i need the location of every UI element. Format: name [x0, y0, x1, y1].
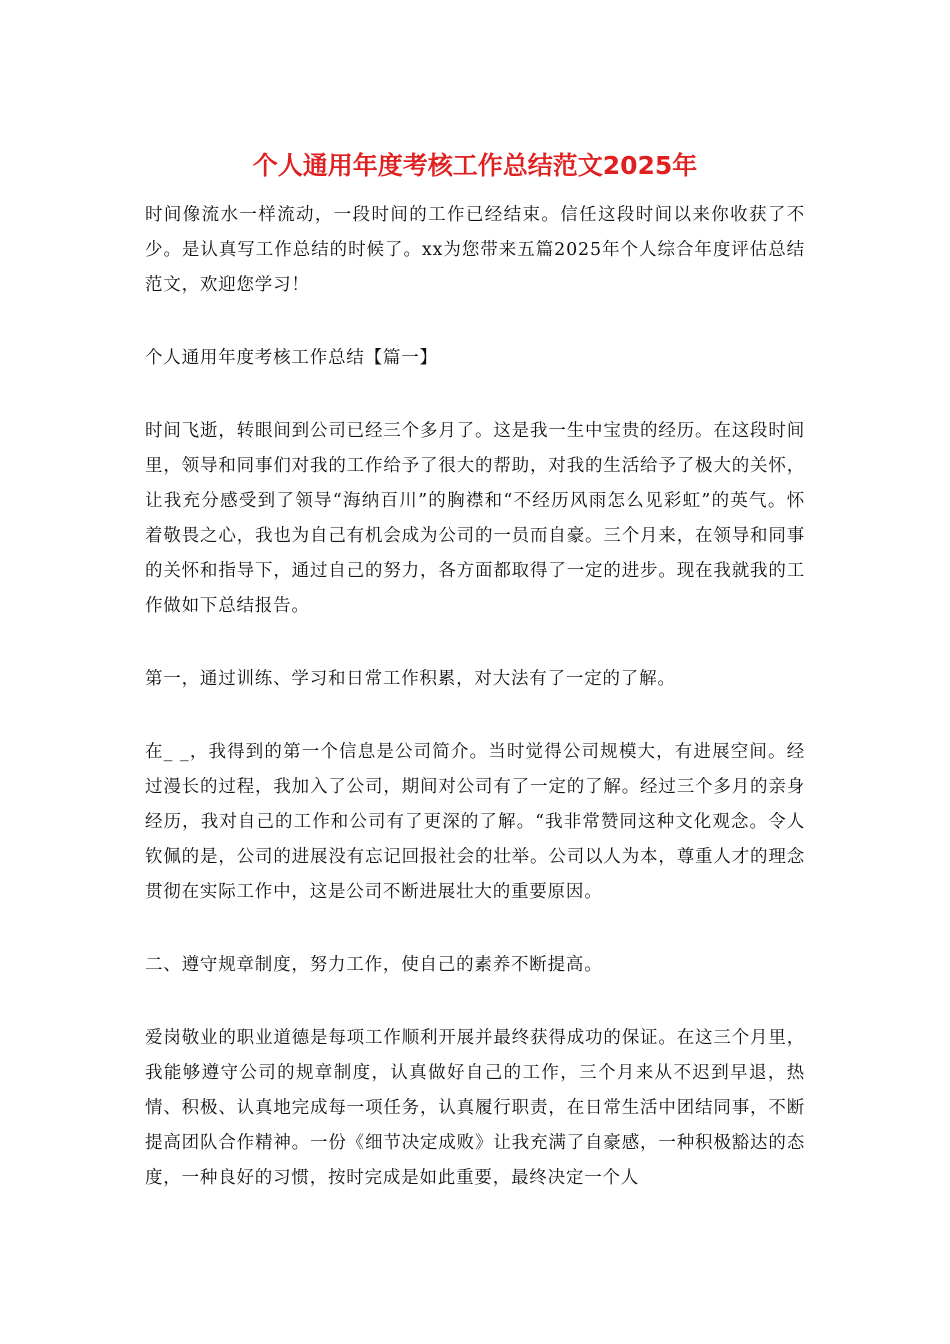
point-one-heading: 第一，通过训练、学习和日常工作积累，对大法有了一定的了解。: [145, 669, 676, 689]
intro-paragraph: 时间像流水一样流动，一段时间的工作已经结束。信任这段时间以来你收获了不少。是认真写工作总结的时候了。xx为您带来五篇2025年个人综合年度评估总结范文，欢迎您学习！: [145, 205, 805, 295]
body-paragraph: 在_ _，我得到的第一个信息是公司简介。当时觉得公司规模大，有进展空间。经过漫长的过程，我加入了公司，期间对公司有了一定的了解。经过三个多月的亲身经历，我对自己的工作和公司有了更深的了解。“我非常赞同这种文化观念。令人钦佩的是，公司的进展没有忘记回报社会的壮举。公司以人为本，尊重人才的理念贯彻在实际工作中，这是公司不断进展壮大的重要原因。: [145, 742, 805, 902]
document-body: [145, 198, 805, 1234]
document-title: 个人通用年度考核工作总结范文2025年: [252, 151, 698, 180]
body-paragraph: 时间飞逝，转眼间到公司已经三个多月了。这是我一生中宝贵的经历。在这段时间里，领导和同事们对我的工作给予了很大的帮助，对我的生活给予了极大的关怀，让我充分感受到了领导“海纳百川”的胸襟和“不经历风雨怎么见彩虹”的英气。怀着敬畏之心，我也为自己有机会成为公司的一员而自豪。三个月来，在领导和同事的关怀和指导下，通过自己的努力，各方面都取得了一定的进步。现在我就我的工作做如下总结报告。: [145, 421, 805, 616]
section-heading-part-one: 个人通用年度考核工作总结【篇一】: [145, 348, 438, 368]
body-paragraph: 爱岗敬业的职业道德是每项工作顺利开展并最终获得成功的保证。在这三个月里，我能够遵守公司的规章制度，认真做好自己的工作，三个月来从不迟到早退，热情、积极、认真地完成每一项任务，认真履行职责，在日常生活中团结同事，不断提高团队合作精神。一份《细节决定成败》让我充满了自豪感，一种积极豁达的态度，一种良好的习惯，按时完成是如此重要，最终决定一个人: [145, 1028, 805, 1188]
point-two-heading: 二、遵守规章制度，努力工作，使自己的素养不断提高。: [145, 955, 603, 975]
